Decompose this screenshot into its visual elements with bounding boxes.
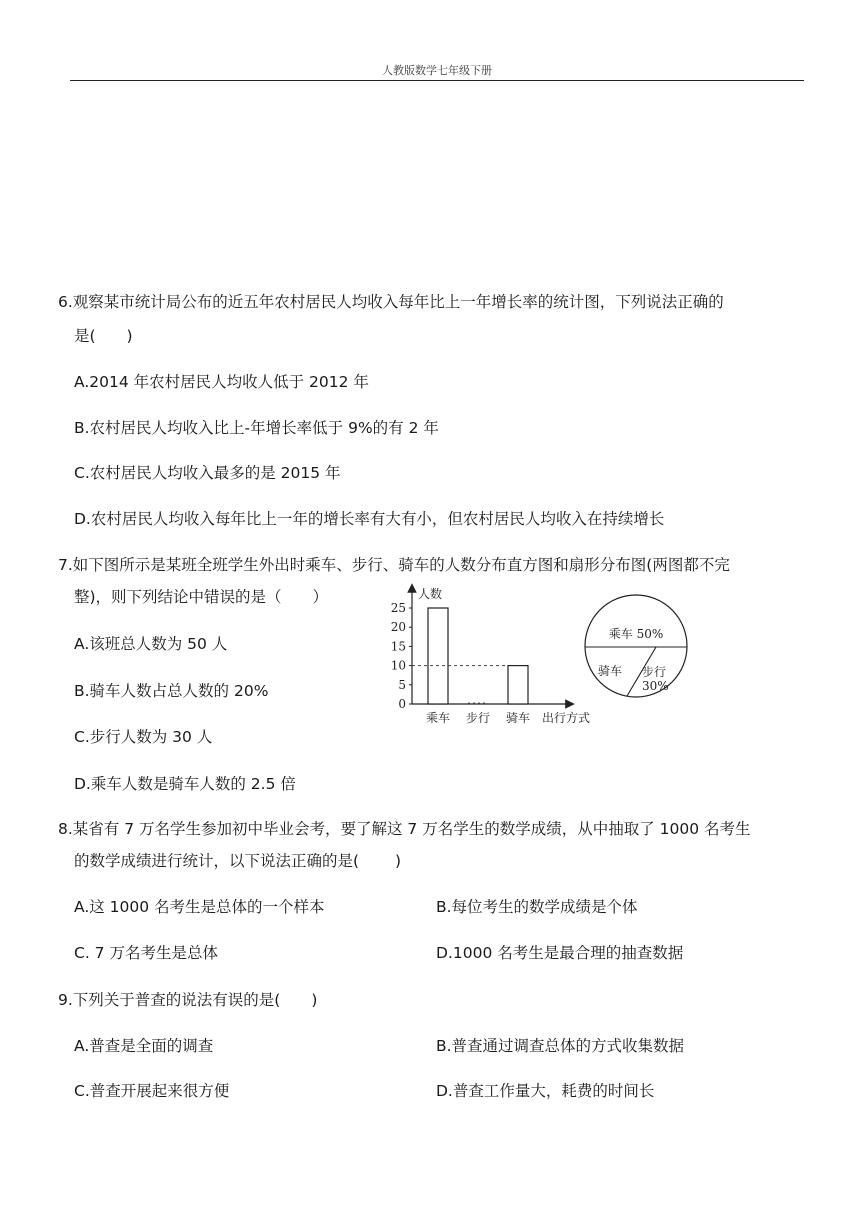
q7-stem-line2: 整)，则下列结论中错误的是（ ） — [74, 588, 329, 606]
bar-1 — [428, 608, 448, 704]
q6-option-b: B.农村居民人均收入比上-年增长率低于 9%的有 2 年 — [74, 419, 439, 437]
q7-option-a: A.该班总人数为 50 人 — [74, 635, 228, 653]
bar-3 — [508, 666, 528, 704]
q6-option-a: A.2014 年农村居民人均收人低于 2012 年 — [74, 373, 369, 391]
q8-stem-line2: 的数学成绩进行统计，以下说法正确的是( ) — [74, 852, 402, 870]
q7-option-b: B.骑车人数占总人数的 20% — [74, 682, 269, 700]
y-tick-label: 0 — [398, 697, 406, 711]
x-tick-label: 骑车 — [505, 711, 531, 725]
q6-option-c: C.农村居民人均收入最多的是 2015 年 — [74, 464, 341, 482]
x-tick-label: 步行 — [465, 711, 491, 725]
q6-stem-line2: 是( ) — [74, 327, 133, 345]
x-axis-label: 出行方式 — [542, 711, 591, 725]
q6-stem-line1: 6.观察某市统计局公布的近五年农村居民人均收入每年比上一年增长率的统计图，下列说法正确的 — [58, 293, 724, 311]
y-tick-label: 15 — [390, 639, 406, 654]
q8-option-c: C. 7 万名考生是总体 — [74, 944, 218, 962]
q6-option-d: D.农村居民人均收入每年比上一年的增长率有大有小，但农村居民人均收入在持续增长 — [74, 510, 665, 528]
pie-label-car: 乘车 50% — [608, 627, 664, 641]
q8-option-b: B.每位考生的数学成绩是个体 — [436, 898, 638, 916]
q7-option-c: C.步行人数为 30 人 — [74, 728, 213, 746]
q9-option-d: D.普查工作量大，耗费的时间长 — [436, 1082, 655, 1100]
pie-label-walk-percent: 30% — [642, 679, 669, 693]
bar-chart — [380, 582, 605, 730]
pie-label-bike: 骑车 — [598, 664, 623, 678]
pie-label-walk: 步行 — [642, 665, 667, 679]
page-header: 人教版数学七年级下册 — [382, 64, 492, 77]
q8-option-a: A.这 1000 名考生是总体的一个样本 — [74, 898, 325, 916]
q9-stem-line1: 9.下列关于普查的说法有误的是( ) — [58, 991, 318, 1009]
q9-option-b: B.普查通过调查总体的方式收集数据 — [436, 1037, 685, 1055]
q8-stem-line1: 8.某省有 7 万名学生参加初中毕业会考，要了解这 7 万名学生的数学成绩，从中抽取了 1000 名考生 — [58, 820, 751, 838]
header-rule — [70, 80, 804, 81]
q7-option-d: D.乘车人数是骑车人数的 2.5 倍 — [74, 775, 296, 793]
q9-option-a: A.普查是全面的调查 — [74, 1037, 214, 1055]
q9-option-c: C.普查开展起来很方便 — [74, 1082, 230, 1100]
y-tick-label: 10 — [390, 658, 406, 673]
y-tick-label: 25 — [390, 601, 406, 615]
y-tick-label: 5 — [398, 677, 406, 692]
y-tick-label: 20 — [390, 620, 406, 635]
x-tick-label: 乘车 — [425, 711, 451, 725]
pie-chart — [580, 590, 692, 702]
q8-option-d: D.1000 名考生是最合理的抽查数据 — [436, 944, 684, 962]
y-axis-label: 人数 — [418, 587, 443, 601]
q7-stem-line1: 7.如下图所示是某班全班学生外出时乘车、步行、骑车的人数分布直方图和扇形分布图(两图都不完 — [58, 556, 730, 574]
